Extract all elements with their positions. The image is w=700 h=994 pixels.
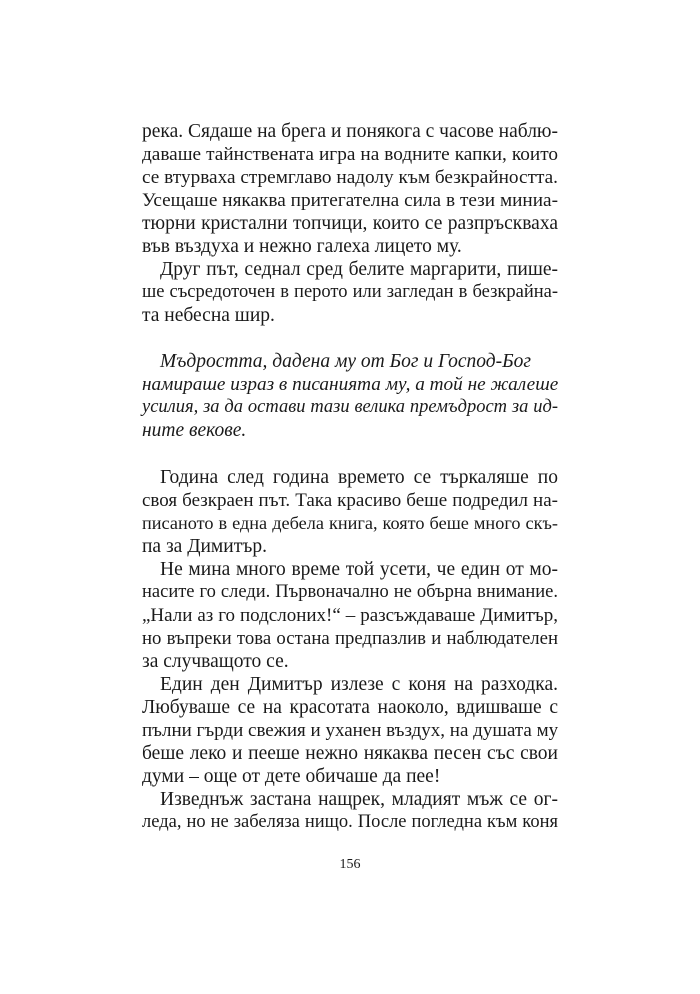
- text-line: писаното в една дебела книга, която беше много скъ-: [142, 513, 558, 533]
- text-line: насите го следи. Първоначално не обърна внимание.: [142, 582, 558, 602]
- text-line: Не мина много време той усети, че един от мо-: [160, 559, 558, 580]
- text-line: беше леко и пееше нежно някаква песен със свои: [142, 743, 558, 764]
- text-line: река. Сядаше на брега и понякога с часове наблю-: [142, 121, 558, 142]
- paragraph-2: [142, 258, 558, 327]
- paragraph-5: [142, 673, 558, 788]
- text-line: своя безкраен път. Така красиво беше подредил на-: [142, 490, 558, 511]
- text-line: пълни гърди свежия и уханен въздух, на душата му: [142, 720, 559, 741]
- text-line: па за Димитър.: [142, 536, 267, 557]
- text-line: Друг път, седнал сред белите маргарити, пише-: [160, 259, 558, 280]
- text-line: ните векове.: [142, 420, 247, 441]
- text-line: Изведнъж застана нащрек, младият мъж се ог-: [160, 789, 558, 810]
- text-line: намираше израз в писанията му, а той не жалеше: [142, 374, 559, 395]
- page-number: 156: [339, 857, 361, 872]
- text-line: Година след година времето се търкаляше по: [160, 467, 558, 488]
- text-line: усилия, за да остави тази велика премъдрост за ид-: [142, 397, 558, 417]
- text-line: но въпреки това остана предпазлив и наблюдателен: [142, 628, 558, 649]
- text-line: Усещаше някаква притегателна сила в тези миниа-: [142, 190, 558, 211]
- text-line: Любуваше се на красотата наоколо, вдишваше с: [142, 697, 558, 718]
- text-line: тюрни кристални топчици, които се разпръскваха: [142, 213, 558, 234]
- text-line: се втурваха стремглаво надолу към безкрайността.: [142, 167, 558, 188]
- paragraph-1: [142, 120, 558, 258]
- text-line: ше съсредоточен в перото или загледан в безкрайна-: [142, 282, 558, 302]
- paragraph-6: [142, 788, 558, 834]
- paragraph-4: [142, 558, 558, 673]
- text-line: даваше тайнствената игра на водните капки, които: [142, 144, 558, 165]
- text-line: „Нали аз го подслоних!“ – разсъждаваше Димитър,: [142, 605, 558, 626]
- paragraph-3: [142, 466, 558, 558]
- text-line: леда, но не забеляза нищо. После погледна към коня: [142, 812, 558, 832]
- italic-quote-paragraph: [142, 350, 558, 442]
- text-line: та небесна шир.: [142, 305, 275, 326]
- text-line: Мъдростта, дадена му от Бог и Господ-Бог: [160, 351, 531, 372]
- text-line: във въздуха и нежно галеха лицето му.: [142, 236, 462, 257]
- text-line: думи – още от дете обичаше да пее!: [142, 766, 441, 787]
- text-line: Един ден Димитър излезе с коня на разходка.: [160, 674, 558, 695]
- text-line: за случващото се.: [142, 651, 289, 672]
